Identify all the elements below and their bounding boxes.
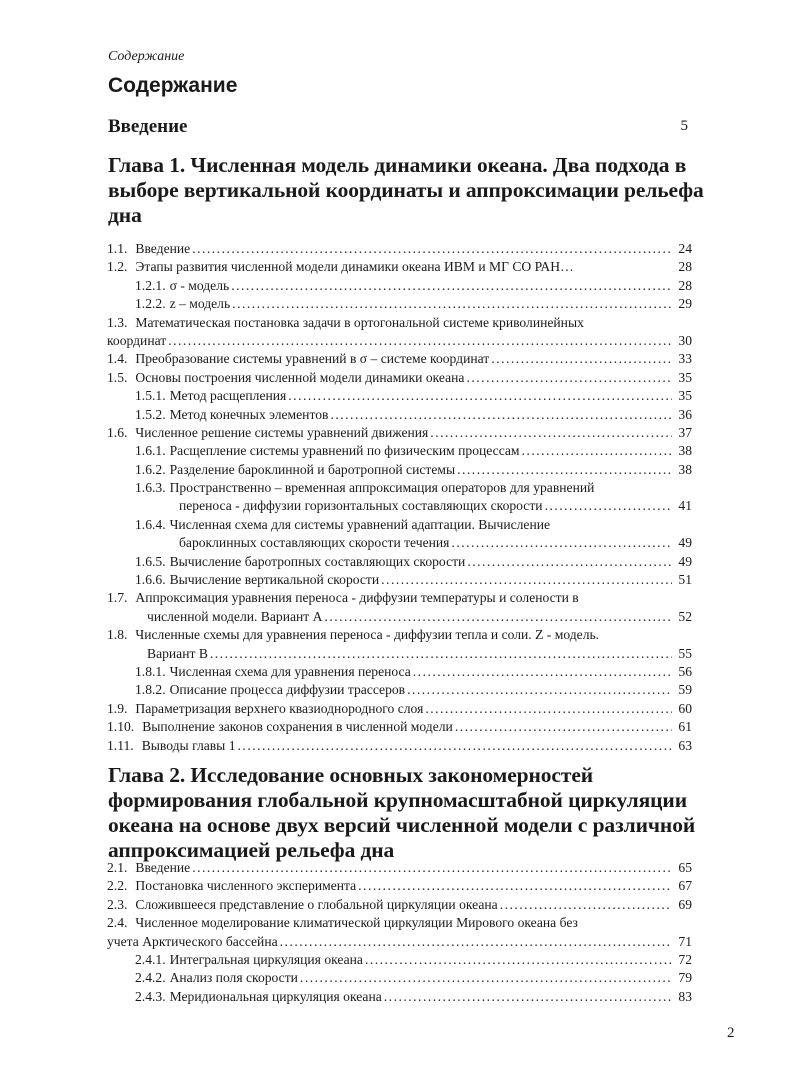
- chapter-2-entries: [107, 859, 692, 1006]
- toc-entry[interactable]: [107, 859, 692, 877]
- toc-entry[interactable]: [107, 369, 692, 387]
- toc-entry[interactable]: [107, 626, 692, 644]
- dot-leader: [280, 933, 672, 951]
- toc-entry-text: координат: [107, 332, 167, 348]
- dot-leader: [358, 877, 672, 895]
- toc-entry-page: 49: [678, 535, 692, 551]
- toc-entry-introduction[interactable]: [108, 116, 688, 138]
- toc-entry-page: 35: [678, 369, 692, 385]
- toc-entry[interactable]: [107, 277, 692, 295]
- toc-entry-number: 1.2.2.: [135, 296, 166, 312]
- dot-leader: [425, 700, 672, 718]
- toc-entry-text: Математическая постановка задачи в ортогональной системе криволинейных: [135, 314, 584, 330]
- dot-leader: [467, 553, 672, 571]
- toc-entry[interactable]: [107, 896, 692, 914]
- toc-title: Содержание: [108, 74, 238, 97]
- toc-entry-number: 1.5.2.: [135, 406, 166, 422]
- dot-leader: [384, 988, 672, 1006]
- dot-leader: [192, 240, 672, 258]
- toc-entry[interactable]: [107, 406, 692, 424]
- chapter-1-title-line: дна: [108, 203, 142, 227]
- page-number: 2: [727, 1025, 735, 1041]
- toc-entry-page: 41: [678, 498, 692, 514]
- dot-leader: [522, 442, 672, 460]
- toc-entry[interactable]: [107, 442, 692, 460]
- toc-entry-text: бароклинных составляющих скорости течения: [179, 535, 450, 551]
- toc-entry-text: Метод конечных элементов: [169, 406, 329, 422]
- toc-entry[interactable]: [107, 516, 692, 534]
- toc-entry[interactable]: [107, 350, 692, 368]
- toc-entry[interactable]: [107, 534, 692, 552]
- dot-leader: [500, 896, 672, 914]
- toc-entry-text: Вычисление баротропных составляющих скорости: [169, 553, 466, 569]
- toc-entry-number: 2.3.: [107, 896, 128, 912]
- toc-entry-text: Сложившееся представление о глобальной циркуляции океана: [135, 896, 498, 912]
- toc-entry-text: Введение: [135, 860, 191, 875]
- toc-entry[interactable]: [107, 645, 692, 663]
- toc-entry-text: Выводы главы 1: [141, 737, 236, 753]
- toc-entry-text: Численные схемы для уравнения переноса - диффузии тепла и соли. Z - модель.: [135, 627, 600, 643]
- toc-entry[interactable]: [107, 718, 692, 736]
- dot-leader: [288, 387, 672, 405]
- toc-entry[interactable]: [107, 988, 692, 1006]
- toc-entry-number: 1.6.4.: [135, 516, 166, 532]
- toc-entry-page: 59: [678, 682, 692, 698]
- introduction-label: Введение: [108, 116, 188, 137]
- toc-entry[interactable]: [107, 700, 692, 718]
- toc-entry-number: 1.4.: [107, 351, 128, 367]
- chapter-1-heading[interactable]: [108, 153, 718, 228]
- toc-entry-number: 1.1.: [107, 241, 128, 256]
- toc-entry-text: Численная схема для уравнения переноса: [169, 663, 411, 679]
- toc-entry[interactable]: [107, 461, 692, 479]
- dot-leader: [231, 277, 672, 295]
- toc-entry-page: 38: [678, 443, 692, 459]
- toc-entry-page: 30: [678, 332, 692, 348]
- running-header: Содержание: [108, 49, 185, 64]
- toc-entry[interactable]: [107, 951, 692, 969]
- toc-entry[interactable]: [107, 933, 692, 951]
- toc-entry-text: Вариант В: [147, 645, 208, 661]
- toc-entry-number: 1.5.: [107, 369, 128, 385]
- chapter-2-title-line: Глава 2. Исследование основных закономерностей: [108, 763, 594, 787]
- toc-entry-page: 56: [678, 663, 692, 679]
- toc-entry-number: 2.1.: [107, 860, 128, 875]
- toc-entry-page: 51: [678, 572, 692, 588]
- toc-entry[interactable]: [107, 332, 692, 350]
- dot-leader: [491, 350, 672, 368]
- toc-entry[interactable]: [107, 681, 692, 699]
- chapter-1-entries: [107, 240, 692, 755]
- dot-leader: [457, 461, 672, 479]
- toc-entry-number: 2.4.3.: [135, 988, 166, 1004]
- toc-entry-number: 1.11.: [107, 737, 134, 753]
- toc-entry[interactable]: [107, 969, 692, 987]
- toc-entry-text: Метод расщепления: [169, 388, 287, 404]
- toc-entry-number: 1.2.1.: [135, 277, 166, 293]
- toc-entry-text: Параметризация верхнего квазиоднородного слоя: [135, 700, 424, 716]
- toc-entry[interactable]: [107, 571, 692, 589]
- dot-leader: [330, 406, 672, 424]
- toc-entry[interactable]: [107, 914, 692, 932]
- toc-entry-page: 71: [678, 933, 692, 949]
- toc-entry-page: 55: [678, 645, 692, 661]
- toc-entry-number: 2.4.1.: [135, 951, 166, 967]
- dot-leader: [210, 645, 672, 663]
- toc-entry[interactable]: [107, 240, 692, 258]
- chapter-2-heading[interactable]: [108, 763, 718, 863]
- toc-entry-page: 37: [678, 424, 692, 440]
- toc-entry-page: 67: [678, 878, 692, 894]
- chapter-2-title-line: океана на основе двух версий численной модели с различной: [108, 813, 696, 837]
- dot-leader: [238, 737, 672, 755]
- toc-entry-number: 1.3.: [107, 314, 128, 330]
- toc-entry-page: 69: [678, 896, 692, 912]
- toc-entry-text: переноса - диффузии горизонтальных составляющих скорости: [179, 498, 543, 514]
- toc-entry-page: 28: [678, 259, 692, 275]
- chapter-2-title-line: формирования глобальной крупномасштабной циркуляции: [108, 788, 687, 812]
- toc-entry-number: 1.7.: [107, 590, 128, 606]
- toc-entry[interactable]: [107, 737, 692, 755]
- toc-entry-page: 60: [678, 700, 692, 716]
- toc-entry-text: Выполнение законов сохранения в численной модели: [142, 719, 453, 735]
- toc-entry-text: Постановка численного эксперимента: [135, 878, 357, 894]
- dot-leader: [545, 497, 672, 515]
- toc-entry-number: 2.4.2.: [135, 970, 166, 986]
- dot-leader: [455, 718, 672, 736]
- chapter-2-title-line: аппроксимацией рельефа дна: [108, 838, 395, 862]
- toc-entry[interactable]: [107, 589, 692, 607]
- toc-entry-number: 1.9.: [107, 700, 128, 716]
- toc-entry-text: Расщепление системы уравнений по физическим процессам: [169, 443, 520, 459]
- toc-entry-text: σ - модель: [169, 277, 230, 293]
- toc-entry-page: 29: [678, 296, 692, 312]
- toc-entry[interactable]: [107, 479, 692, 497]
- dot-leader: [192, 859, 672, 877]
- toc-entry-page: 65: [678, 860, 692, 875]
- toc-entry-text: Численное решение системы уравнений движения: [135, 424, 429, 440]
- toc-entry-number: 1.6.6.: [135, 572, 166, 588]
- toc-entry-text: Этапы развития численной модели динамики океана ИВМ и МГ СО РАН…: [135, 259, 574, 275]
- toc-entry-text: Вычисление вертикальной скорости: [169, 572, 380, 588]
- toc-entry[interactable]: [107, 608, 692, 626]
- toc-entry-number: 1.10.: [107, 719, 135, 735]
- dot-leader: [168, 332, 672, 350]
- dot-leader: [381, 571, 672, 589]
- dot-leader: [324, 608, 672, 626]
- toc-entry[interactable]: [107, 314, 692, 332]
- toc-entry-page: 79: [678, 970, 692, 986]
- dot-leader: [407, 681, 672, 699]
- toc-entry-number: 1.5.1.: [135, 388, 166, 404]
- toc-entry-number: 1.8.2.: [135, 682, 166, 698]
- toc-entry-number: 1.6.: [107, 424, 128, 440]
- toc-entry-text: учета Арктического бассейна: [107, 933, 278, 949]
- toc-entry-page: 49: [678, 553, 692, 569]
- dot-leader: [413, 663, 672, 681]
- toc-entry-text: Разделение бароклинной и баротропной системы: [169, 461, 456, 477]
- dot-leader: [232, 295, 672, 313]
- toc-entry-number: 1.6.3.: [135, 480, 166, 496]
- toc-entry[interactable]: [107, 424, 692, 442]
- toc-entry[interactable]: [107, 295, 692, 313]
- dot-leader: [430, 424, 672, 442]
- dot-leader: [365, 951, 672, 969]
- toc-entry-number: 2.2.: [107, 878, 128, 894]
- toc-entry-number: 1.8.: [107, 627, 128, 643]
- toc-entry-text: Анализ поля скорости: [169, 970, 298, 986]
- toc-entry-number: 2.4.: [107, 915, 128, 931]
- toc-entry-text: Введение: [135, 241, 191, 256]
- dot-leader: [466, 369, 672, 387]
- chapter-1-title-line: выборе вертикальной координаты и аппроксимации рельефа: [108, 178, 704, 202]
- toc-entry-text: Меридиональная циркуляция океана: [169, 988, 382, 1004]
- toc-entry-text: Преобразование системы уравнений в σ – системе координат: [135, 351, 490, 367]
- toc-entry-page: 52: [678, 608, 692, 624]
- toc-entry-number: 1.6.1.: [135, 443, 166, 459]
- toc-entry-text: численной модели. Вариант А: [147, 608, 323, 624]
- toc-entry-page: 72: [678, 951, 692, 967]
- toc-entry-text: Интегральная циркуляция океана: [169, 951, 363, 967]
- toc-entry-page: 24: [678, 241, 692, 256]
- toc-entry[interactable]: [107, 663, 692, 681]
- toc-entry-page: 61: [678, 719, 692, 735]
- toc-entry-page: 35: [678, 388, 692, 404]
- toc-entry-number: 1.2.: [107, 259, 128, 275]
- toc-entry-page: 38: [678, 461, 692, 477]
- toc-entry-number: 1.8.1.: [135, 663, 166, 679]
- toc-entry-number: 1.6.2.: [135, 461, 166, 477]
- toc-entry-number: 1.6.5.: [135, 553, 166, 569]
- toc-entry-text: Основы построения численной модели динамики океана: [135, 369, 465, 385]
- toc-entry[interactable]: [107, 877, 692, 895]
- toc-entry[interactable]: [107, 258, 692, 276]
- dot-leader: [300, 969, 672, 987]
- toc-entry-text: Описание процесса диффузии трассеров: [169, 682, 406, 698]
- toc-entry-text: Численная схема для системы уравнений адаптации. Вычисление: [169, 516, 551, 532]
- introduction-page: 5: [680, 118, 688, 134]
- toc-entry[interactable]: [107, 497, 692, 515]
- toc-entry-page: 36: [678, 406, 692, 422]
- toc-entry-text: z – модель: [169, 296, 231, 312]
- chapter-1-title-line: Глава 1. Численная модель динамики океана. Два подхода в: [108, 153, 687, 177]
- toc-entry-page: 28: [678, 277, 692, 293]
- toc-entry-text: Пространственно – временная аппроксимация операторов для уравнений: [169, 480, 595, 496]
- toc-entry-text: Аппроксимация уравнения переноса - диффузии температуры и солености в: [135, 590, 579, 606]
- dot-leader: [451, 534, 672, 552]
- toc-entry-page: 33: [678, 351, 692, 367]
- toc-entry-page: 63: [678, 737, 692, 753]
- toc-entry-text: Численное моделирование климатической циркуляции Мирового океана без: [135, 915, 578, 931]
- toc-entry[interactable]: [107, 553, 692, 571]
- toc-entry-page: 83: [678, 988, 692, 1004]
- toc-entry[interactable]: [107, 387, 692, 405]
